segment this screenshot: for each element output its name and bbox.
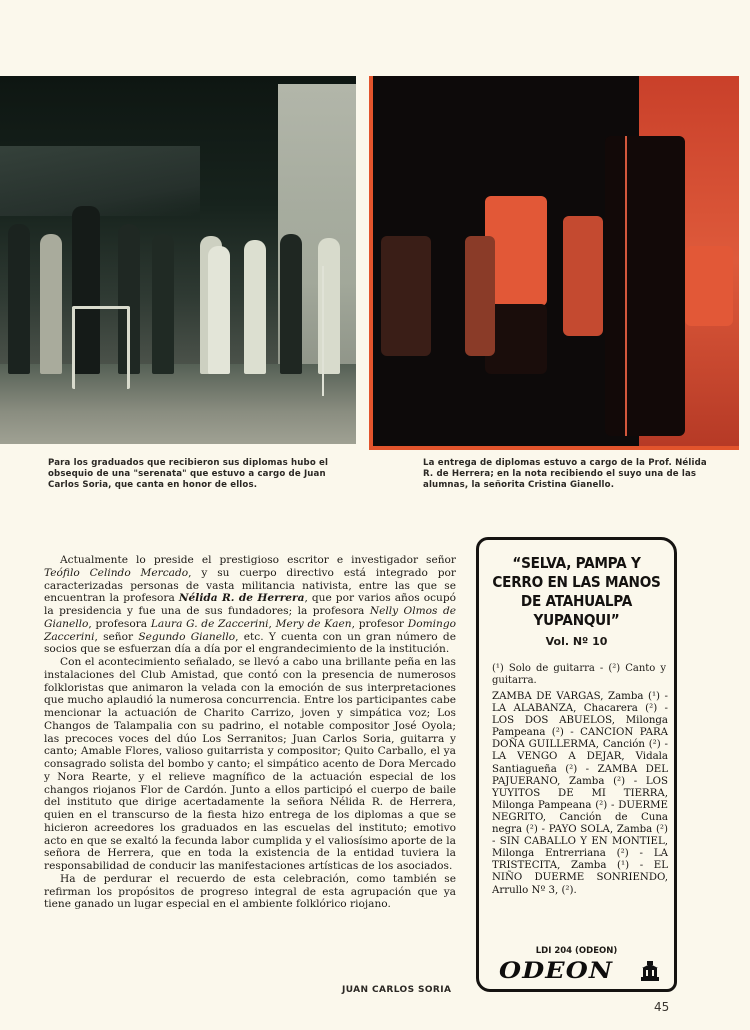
odeon-logo: ODEON [499, 958, 614, 984]
article-paragraph [44, 554, 456, 656]
catalog-number: LDI 204 (ODEON) [535, 946, 618, 956]
photo-figure [8, 224, 30, 374]
article-text: , señor [94, 630, 139, 643]
track-list: ZAMBA DE VARGAS, Zamba (¹) - LA ALABANZA, Chacarera (²) - LOS DOS ABUELOS, Milonga Pampeana (²) - CANCION PARA DOÑA GUILLERMA, Canción (²) - LA VENGO A DEJAR, Vidala Santiagueña (²) - ZAMBA DEL PAJUERANO, Zamba (²) - LOS YUYITOS DE MI TIERRA, Milonga Pampeana (²) - DUERME NEGRITO, Canción de Cuna negra (²) - PAYO SOLA, Zamba (²) - SIN CABALLO Y EN MONTIEL, Milonga Entrerriana (²) - LA TRISTECITA, Zamba (¹) - EL NIÑO DUERME SONRIENDO, Arrullo Nº 3, (²). [492, 691, 668, 896]
article-text: , y su cuerpo directivo está integrado por caracterizadas personas de vasta militancia nativista, entre las que se encuentran la profesora [44, 566, 456, 605]
person-name: Nelly Olmos de Gianello [44, 605, 456, 630]
person-name: Segundo Gianello [138, 630, 236, 643]
page-number: 45 [654, 1000, 670, 1014]
photo-caption-left: Para los graduados que recibieron sus diplomas hubo el obsequio de una "serenata" que estuvo a cargo de Juan Carlos Soria, que canta en honor de ellos. [48, 458, 329, 490]
article-body [44, 554, 456, 911]
person-name: Laura G. de Zaccerini [150, 617, 269, 630]
photo-figure [208, 246, 230, 374]
article-text: , [268, 617, 276, 630]
photo-figure [244, 240, 266, 374]
album-volume: Vol. Nº 10 [545, 635, 608, 648]
article-text: , etc. Y cuenta con un gran número de socios que se esfuerzan día a día por el engrandecimiento de la institución. [44, 630, 456, 656]
article-text: , profesor [351, 617, 408, 630]
article-text: , profesora [88, 617, 151, 630]
article-text: , que por varios años ocupó la presidencia y fue una de sus fundadores; la profesora [44, 592, 456, 617]
photo-graduates-serenade [0, 76, 356, 444]
person-name: Teófilo Celindo Mercado [44, 566, 189, 579]
photo-caption-right: La entrega de diplomas estuvo a cargo de la Prof. Nélida R. de Herrera; en la nota recibiendo el suyo una de las alumnas, la señorita Cristina Gianello. [423, 458, 707, 490]
photo-stage [0, 364, 356, 444]
photo-figure [381, 236, 431, 356]
person-name: Mery de Kaen [275, 617, 352, 630]
photo-figure [563, 216, 603, 336]
person-name: Domingo Zaccerini [44, 617, 456, 643]
person-name: Nélida R. de Herrera [178, 592, 305, 605]
track-legend: (¹) Solo de guitarra - (²) Canto y guitarra. [492, 663, 666, 686]
photo-figure [685, 246, 733, 326]
chair [72, 306, 130, 389]
author-byline: JUAN CARLOS SORIA [342, 985, 452, 995]
photo-figure [465, 236, 495, 356]
photo-figure [40, 234, 62, 374]
album-title: “SELVA, PAMPA Y CERRO EN LAS MANOS DE ATAHUALPA YUPANQUI” [492, 554, 661, 629]
photo-roof [0, 146, 200, 216]
photo-figure [280, 234, 302, 374]
record-advertisement [476, 537, 677, 992]
microphone-stand [625, 136, 627, 436]
photo-figure-teacher [605, 136, 685, 436]
photo-diploma-handover [369, 76, 739, 450]
article-paragraph: Con el acontecimiento señalado, se llevó a cabo una brillante peña en las instalaciones del Club Amistad, que contó con la presencia de numerosos folkloristas que animaron la velada con la emoción de sus interpretaciones que mucho aplaudió la numerosa concurrencia. Entre los participantes cabe mencionar la actuación de Charito Carrizo, joven y simpática voz; Los Changos de Talampalia con su padrino, el notable compositor José Oyola; las precoces voces del dúo Los Serranitos; Juan Carlos Soria, guitarra y canto; Amable Flores, valioso guitarrista y compositor; Quito Carballo, el ya consagrado solista del bombo y canto; el simpático acento de Dora Mercado y Nora Rearte, y el relieve magnífico de la actuación especial de los changos riojanos Flor de Cardón. Junto a ellos participó el cuerpo de baile del instituto que dirige acertadamente la señora Nélida R. de Herrera, quien en el transcurso de la fiesta hizo entrega de los diplomas a que se hicieron acreedores los graduados en las escuelas del instituto; emotivo acto en que se exaltó la fecunda labor cumplida y el valiosísimo aporte de la señora de Herrera, que en toda la existencia de la entidad tuviera la responsabilidad de conducir las manifestaciones artísticas de los asociados. [44, 656, 456, 872]
odeon-temple-icon [639, 960, 661, 982]
microphone-stand [322, 266, 324, 396]
photo-figure [152, 234, 174, 374]
article-text: Actualmente lo preside el prestigioso escritor e investigador señor [60, 554, 456, 566]
article-paragraph: Ha de perdurar el recuerdo de esta celebración, como también se refirman los propósitos de progreso integral de esta agrupación que ya tiene ganado un lugar especial en el ambiente folklórico riojano. [44, 872, 456, 911]
